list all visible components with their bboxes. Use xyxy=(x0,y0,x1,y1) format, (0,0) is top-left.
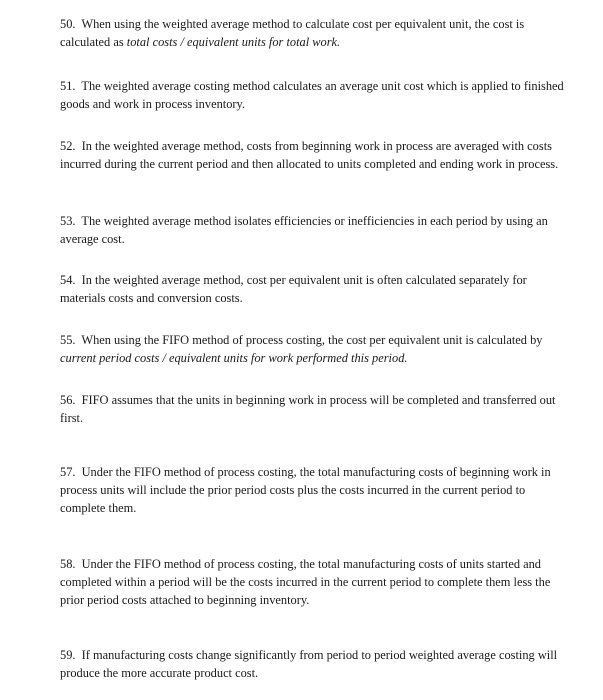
question-number: 53. xyxy=(60,214,76,228)
question-text: Under the FIFO method of process costing, the total manufacturing costs of units started and completed within a period will be the costs incurred in the current period to complete them less the prior period costs attached to beginning inventory. xyxy=(60,557,551,607)
question-number: 56. xyxy=(60,393,76,407)
question-text: In the weighted average method, costs from beginning work in process are averaged with costs incurred during the current period and then allocated to units completed and ending work in process. xyxy=(60,139,559,171)
question-number: 58. xyxy=(60,557,76,571)
question-51 xyxy=(60,77,572,113)
question-number: 55. xyxy=(60,333,76,347)
question-50 xyxy=(60,15,572,51)
question-formula: total costs / equivalent units for total work. xyxy=(126,35,341,49)
question-53 xyxy=(60,212,572,248)
question-52 xyxy=(60,137,572,173)
question-number: 59. xyxy=(60,648,76,662)
question-57 xyxy=(60,463,572,517)
question-text: Under the FIFO method of process costing, the total manufacturing costs of beginning work in process units will include the prior period costs plus the costs incurred in the current period to complete them. xyxy=(60,465,551,515)
question-number: 50. xyxy=(60,17,76,31)
question-number: 57. xyxy=(60,465,76,479)
question-number: 51. xyxy=(60,79,76,93)
question-number: 52. xyxy=(60,139,76,153)
question-formula: current period costs / equivalent units for work performed this period. xyxy=(60,351,408,365)
question-text: The weighted average method isolates efficiencies or inefficiencies in each period by using an average cost. xyxy=(60,214,548,246)
question-55 xyxy=(60,331,572,367)
question-59 xyxy=(60,646,572,682)
question-text: The weighted average costing method calculates an average unit cost which is applied to finished goods and work in process inventory. xyxy=(60,79,564,111)
question-text: FIFO assumes that the units in beginning work in process will be completed and transferred out first. xyxy=(60,393,556,425)
question-number: 54. xyxy=(60,273,76,287)
question-56 xyxy=(60,391,572,427)
question-text: When using the FIFO method of process costing, the cost per equivalent unit is calculated by xyxy=(81,333,543,347)
question-54 xyxy=(60,271,572,307)
question-text: In the weighted average method, cost per equivalent unit is often calculated separately for materials costs and conversion costs. xyxy=(60,273,527,305)
question-58 xyxy=(60,555,572,609)
question-text: When using the weighted average method to calculate cost per equivalent unit, the cost is calculated as xyxy=(60,17,525,49)
question-text: If manufacturing costs change significantly from period to period weighted average costing will produce the more accurate product cost. xyxy=(60,648,558,680)
